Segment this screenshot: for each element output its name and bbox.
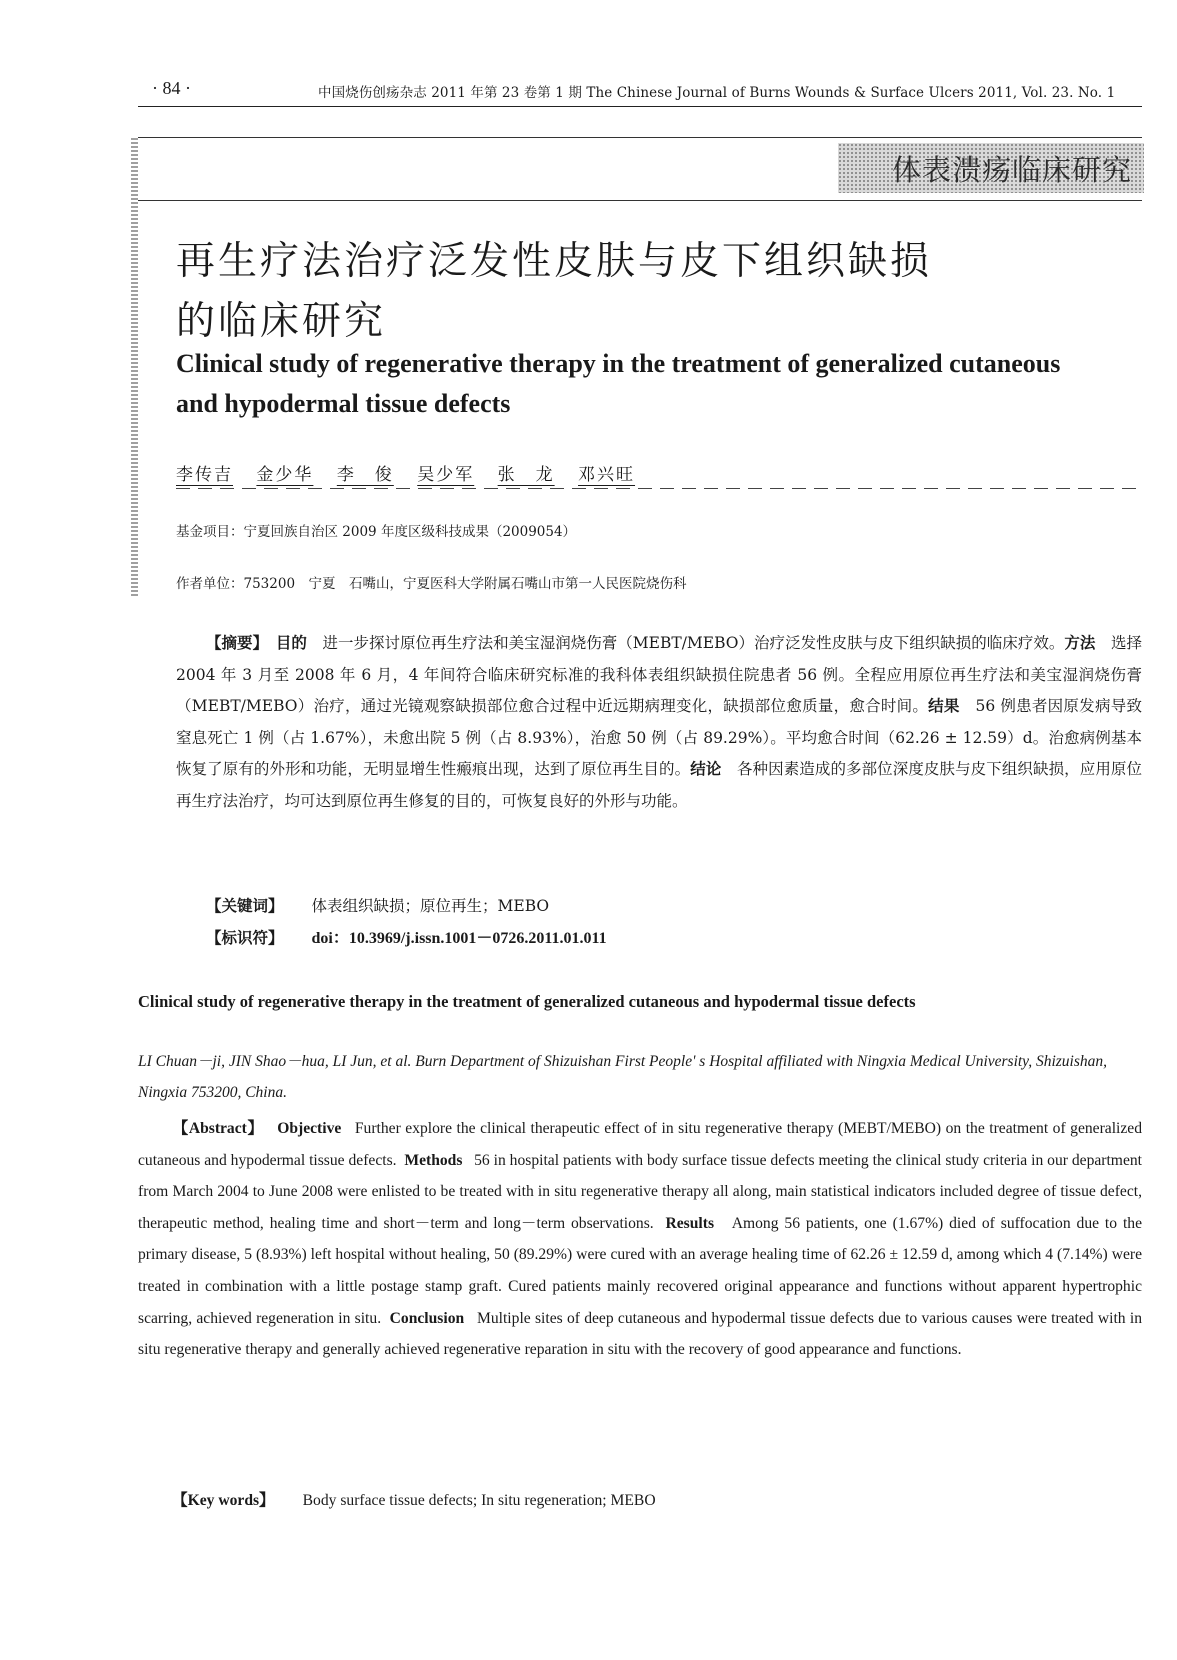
chinese-title-line-1: 再生疗法治疗泛发性皮肤与皮下组织缺损 bbox=[176, 239, 933, 284]
english-abstract bbox=[138, 1113, 1142, 1366]
english-title: Clinical study of regenerative therapy in the treatment of generalized cutaneous and hypodermal tissue defects bbox=[176, 349, 1061, 418]
keywords-label: 【关键词】 bbox=[206, 897, 284, 915]
objective-text: Further explore the clinical therapeutic effect of in situ regenerative therapy (MEBT/MEBO) on the treatment of generalized cutaneous and hypodermal tissue defects. bbox=[138, 1120, 1143, 1169]
abstract-label: 【Abstract】 bbox=[172, 1120, 264, 1137]
objective-label: 目的 bbox=[275, 634, 307, 652]
chinese-title bbox=[176, 232, 1076, 352]
conclusion-label: Conclusion bbox=[389, 1309, 465, 1327]
author: 张 龙 bbox=[497, 465, 555, 485]
methods-text: 56 in hospital patients with body surface tissue defects meeting the clinical study criteria in our department from March 2004 to June 2008 were enlisted to be treated with in situ regenerative therapy all along, main statistical indicators included degree of tissue defect, therapeutic method, healing time and short－term and long－term observations. bbox=[138, 1151, 1142, 1232]
decorative-side-band bbox=[131, 138, 138, 598]
methods-text: 选择 2004 年 3 月至 2008 年 6 月，4 年间符合临床研究标准的我科体表组织缺损住院患者 56 例。全程应用原位再生疗法和美宝湿润烧伤膏（MEBT/MEBO）治疗，通过光镜观察缺损部位愈合过程中近远期病理变化，缺损部位愈质量，愈合时间。 bbox=[176, 634, 1142, 716]
running-head: 中国烧伤创疡杂志 2011 年第 23 卷第 1 期 The Chinese Journal of Burns Wounds & Surface Ulcers 2011, Vol. 23. No. 1 bbox=[318, 85, 1116, 101]
author-list bbox=[176, 460, 653, 485]
conclusion-text: Multiple sites of deep cutaneous and hypodermal tissue defects due to various causes were treated with in situ regenerative therapy and generally achieved regenerative reparation in situ with the recovery of good appearance and functions. bbox=[138, 1309, 1142, 1359]
methods-label: 方法 bbox=[1064, 634, 1096, 652]
chinese-keywords bbox=[206, 894, 549, 916]
banner-rule-top bbox=[138, 137, 1142, 138]
affiliation-line: 作者单位：753200 宁夏 石嘴山，宁夏医科大学附属石嘴山市第一人民医院烧伤科 bbox=[176, 576, 687, 592]
header-rule bbox=[138, 106, 1142, 107]
banner-rule-bottom bbox=[138, 200, 1142, 201]
english-abstract-heading: Clinical study of regenerative therapy in the treatment of generalized cutaneous and hypodermal tissue defects bbox=[138, 992, 916, 1011]
results-label: Results bbox=[665, 1214, 715, 1232]
english-keywords bbox=[172, 1488, 656, 1510]
column-title: 体表溃疡临床研究 bbox=[891, 152, 1132, 187]
author: 李 俊 bbox=[336, 465, 394, 485]
results-text: 56 例患者因原发病导致窒息死亡 1 例（占 1.67%），未愈出院 5 例（占 8.93%），治愈 50 例（占 89.29%）。平均愈合时间（62.26 ± 12.59）d。治愈病例基本恢复了原有的外形和功能，无明显增生性瘢痕出现，达到了原位再生目的。 bbox=[176, 697, 1142, 779]
objective-label: Objective bbox=[277, 1120, 342, 1137]
column-banner bbox=[838, 143, 1144, 193]
results-text: Among 56 patients, one (1.67%) died of suffocation due to the primary disease, 5 (8.93%) left hospital without healing, 50 (89.29%) were cured with an average healing time of 62.26 ± 12.59 d, among which 4 (7.14%) were treated in combination with a little postage stamp graft. Cured patients mainly recovered original appearance and functions without apparent hypertrophic scarring, achieved regeneration in situ. bbox=[138, 1214, 1143, 1327]
page-number: · 84 · bbox=[152, 78, 191, 98]
keywords-text: Body surface tissue defects; In situ regeneration; MEBO bbox=[302, 1492, 656, 1509]
identifier-label: 【标识符】 bbox=[206, 929, 284, 947]
chinese-abstract bbox=[176, 628, 1142, 818]
doi-text: doi：10.3969/j.issn.1001－0726.2011.01.011 bbox=[311, 930, 607, 947]
author-dashed-rule bbox=[176, 488, 1142, 489]
english-authors-affiliation: LI Chuan－ji, JIN Shao－hua, LI Jun, et al. Burn Department of Shizuishan First People' s Hospital affiliated with Ningxia Medical University, Shizuishan, Ningxia 753200, China. bbox=[138, 1053, 1108, 1101]
abstract-label: 【摘要】 bbox=[206, 634, 261, 652]
author: 李传吉 bbox=[176, 465, 233, 485]
objective-text: 进一步探讨原位再生疗法和美宝湿润烧伤膏（MEBT/MEBO）治疗泛发性皮肤与皮下组织缺损的临床疗效。 bbox=[322, 634, 1065, 652]
keywords-text: 体表组织缺损；原位再生；MEBO bbox=[311, 897, 550, 915]
author: 金少华 bbox=[256, 465, 314, 485]
author: 吴少军 bbox=[417, 465, 475, 485]
keywords-label: 【Key words】 bbox=[172, 1492, 275, 1509]
conclusion-label: 结论 bbox=[690, 760, 722, 779]
author: 邓兴旺 bbox=[578, 465, 636, 485]
funding-line: 基金项目：宁夏回族自治区 2009 年度区级科技成果（2009054） bbox=[176, 524, 577, 540]
results-label: 结果 bbox=[928, 697, 960, 716]
chinese-identifier bbox=[206, 925, 607, 948]
chinese-title-line-2: 的临床研究 bbox=[176, 299, 387, 344]
methods-label: Methods bbox=[404, 1151, 463, 1169]
conclusion-text: 各种因素造成的多部位深度皮肤与皮下组织缺损，应用原位再生疗法治疗，均可达到原位再生修复的目的，可恢复良好的外形与功能。 bbox=[176, 760, 1142, 810]
